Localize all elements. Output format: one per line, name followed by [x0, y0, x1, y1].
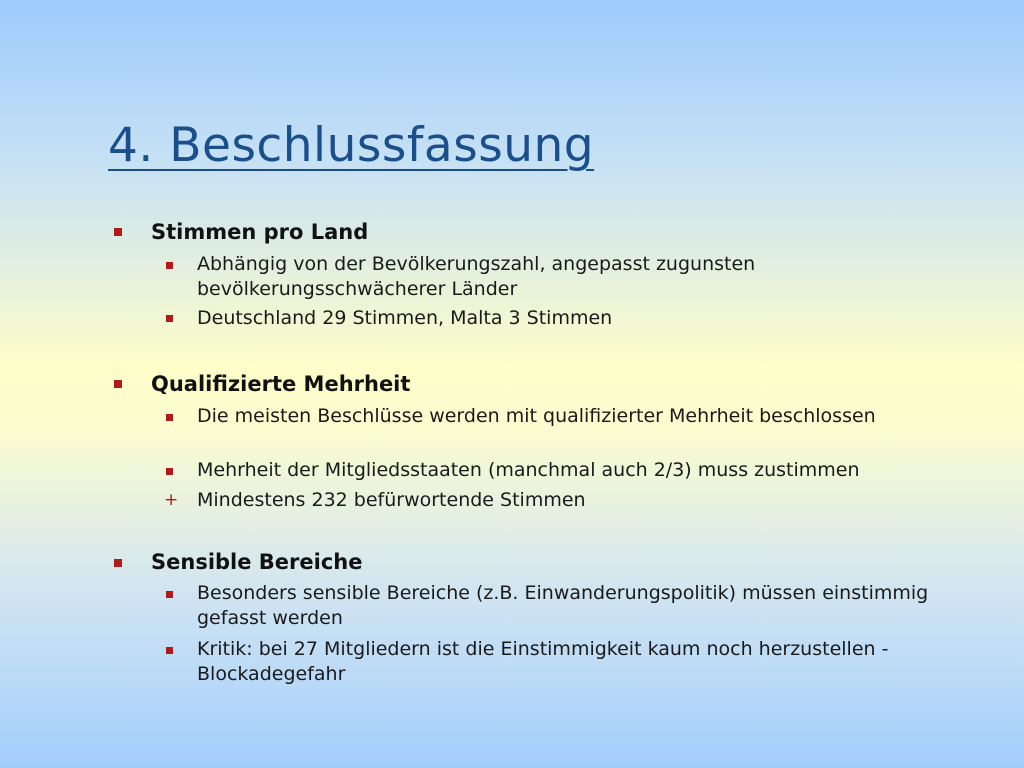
- level1-bullet-icon: [114, 228, 122, 236]
- section-heading: Stimmen pro Land: [151, 220, 369, 244]
- slide-title[interactable]: 4. Beschlussfassung: [108, 118, 595, 173]
- list-item: Mehrheit der Mitgliedsstaaten (manchmal auch 2/3) muss zustimmen: [197, 459, 860, 481]
- list-item: Abhängig von der Bevölkerungszahl, angepasst zugunsten bevölkerungsschwächerer Länder: [197, 253, 756, 300]
- list-item: Besonders sensible Bereiche (z.B. Einwanderungspolitik) müssen einstimmig gefasst werden: [197, 582, 929, 629]
- section-heading: Qualifizierte Mehrheit: [151, 372, 411, 396]
- list-item: Die meisten Beschlüsse werden mit qualifizierter Mehrheit beschlossen: [197, 405, 876, 427]
- level2-bullet-icon: [166, 591, 173, 598]
- level1-bullet-icon: [114, 380, 122, 388]
- list-item: Kritik: bei 27 Mitgliedern ist die Einstimmigkeit kaum noch herzustellen - Blockadegefahr: [197, 638, 889, 685]
- level2-bullet-icon: [166, 262, 173, 269]
- level2-bullet-icon: [166, 468, 173, 475]
- level2-bullet-icon: [166, 315, 173, 322]
- list-item: Deutschland 29 Stimmen, Malta 3 Stimmen: [197, 307, 613, 329]
- section-heading: Sensible Bereiche: [151, 550, 363, 574]
- level1-bullet-icon: [114, 559, 122, 567]
- list-item: Mindestens 232 befürwortende Stimmen: [197, 489, 586, 511]
- plus-bullet-icon: +: [164, 490, 179, 510]
- level2-bullet-icon: [166, 414, 173, 421]
- level2-bullet-icon: [166, 647, 173, 654]
